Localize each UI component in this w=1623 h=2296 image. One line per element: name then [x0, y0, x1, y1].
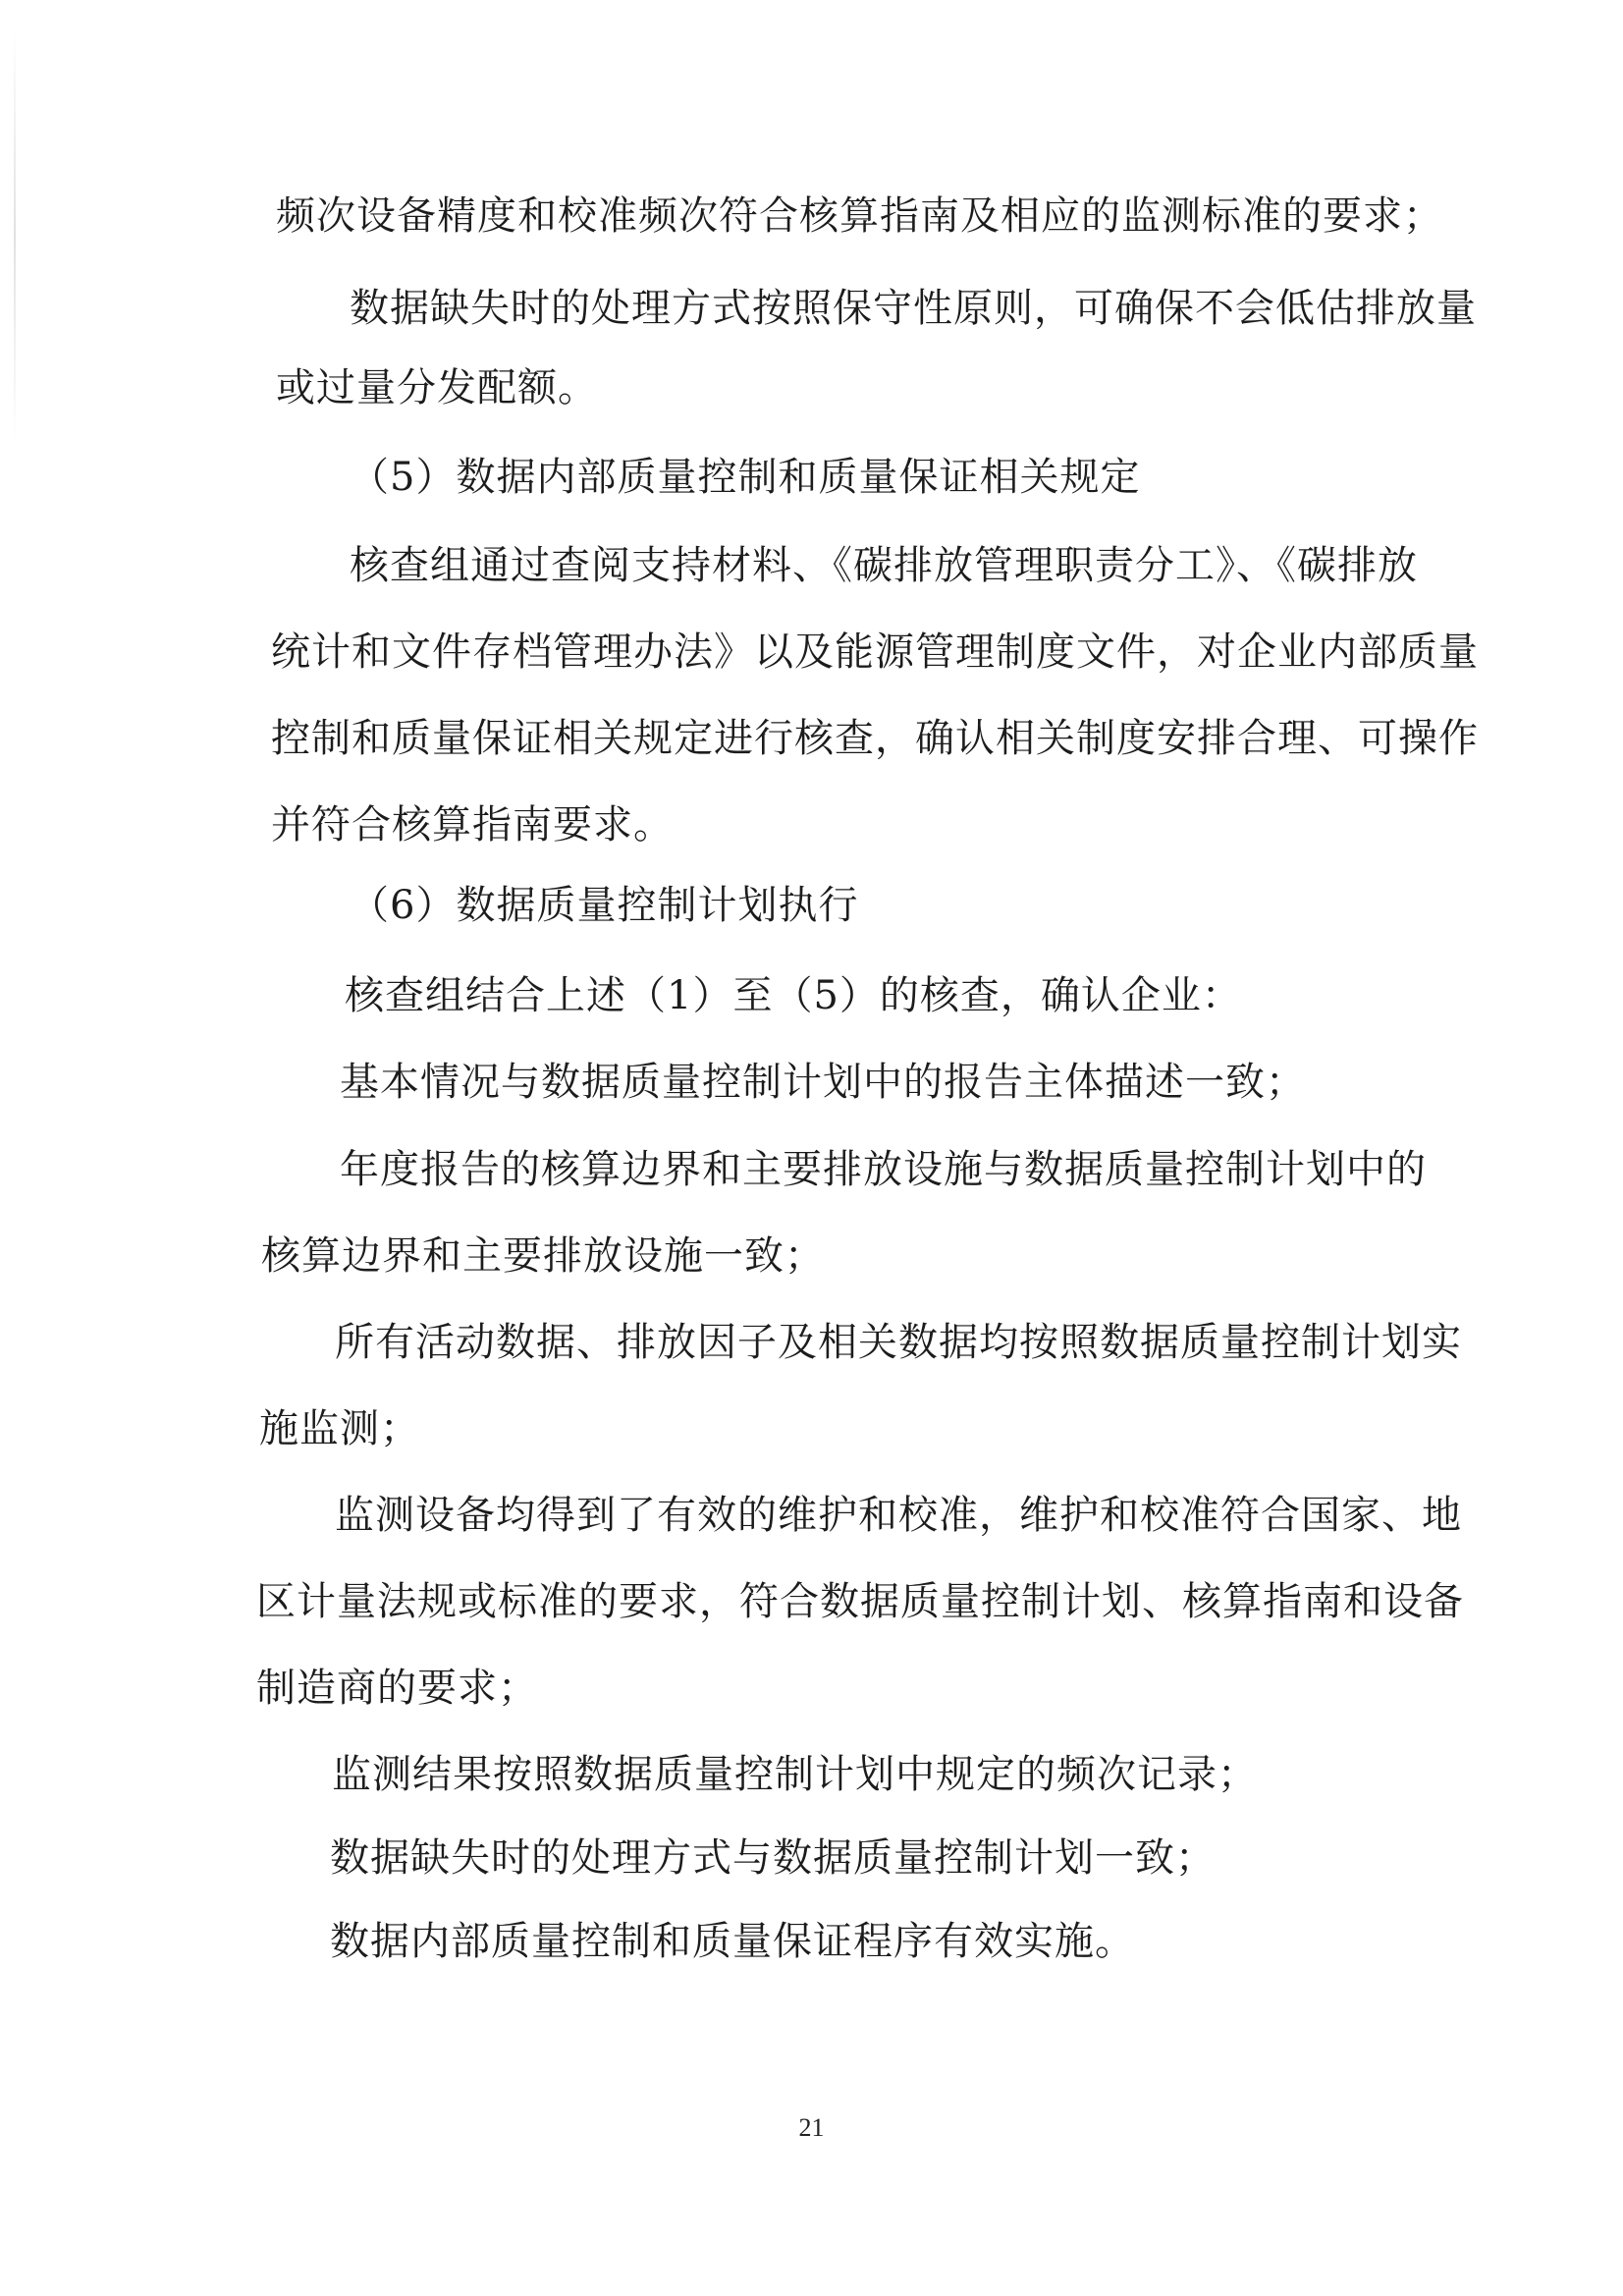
- text-line: 数据缺失时的处理方式与数据质量控制计划一致；: [330, 1835, 1216, 1881]
- text-line: 所有活动数据、排放因子及相关数据均按照数据质量控制计划实: [335, 1320, 1462, 1365]
- text-line: 数据内部质量控制和质量保证程序有效实施。: [330, 1919, 1135, 1964]
- text-line: 数据缺失时的处理方式按照保守性原则，可确保不会低估排放量: [350, 286, 1477, 331]
- text-line: 施监测；: [259, 1406, 420, 1451]
- scan-edge-shadow: [14, 29, 16, 442]
- text-line: 频次设备精度和校准频次符合核算指南及相应的监测标准的要求；: [276, 193, 1443, 239]
- text-line: 年度报告的核算边界和主要排放设施与数据质量控制计划中的: [340, 1147, 1427, 1192]
- section-heading: （5）数据内部质量控制和质量保证相关规定: [350, 455, 1141, 500]
- text-line: 并符合核算指南要求。: [271, 802, 674, 847]
- text-line: 统计和文件存档管理办法》以及能源管理制度文件，对企业内部质量: [271, 629, 1479, 675]
- text-line: 基本情况与数据质量控制计划中的报告主体描述一致；: [340, 1060, 1306, 1105]
- text-line: 控制和质量保证相关规定进行核查，确认相关制度安排合理、可操作: [271, 716, 1479, 761]
- text-line: 制造商的要求；: [256, 1666, 538, 1711]
- text-line: 核查组结合上述（1）至（5）的核查，确认企业：: [345, 973, 1242, 1018]
- page-number: 21: [798, 2113, 825, 2142]
- text-line: 或过量分发配额。: [276, 365, 598, 410]
- text-line: 核算边界和主要排放设施一致；: [261, 1233, 825, 1279]
- text-line: 核查组通过查阅支持材料、《碳排放管理职责分工》、《碳排放: [350, 543, 1418, 588]
- section-heading: （6）数据质量控制计划执行: [350, 883, 859, 928]
- text-line: 监测设备均得到了有效的维护和校准，维护和校准符合国家、地: [335, 1493, 1462, 1538]
- text-line: 监测结果按照数据质量控制计划中规定的频次记录；: [332, 1752, 1258, 1797]
- text-line: 区计量法规或标准的要求，符合数据质量控制计划、核算指南和设备: [256, 1579, 1464, 1624]
